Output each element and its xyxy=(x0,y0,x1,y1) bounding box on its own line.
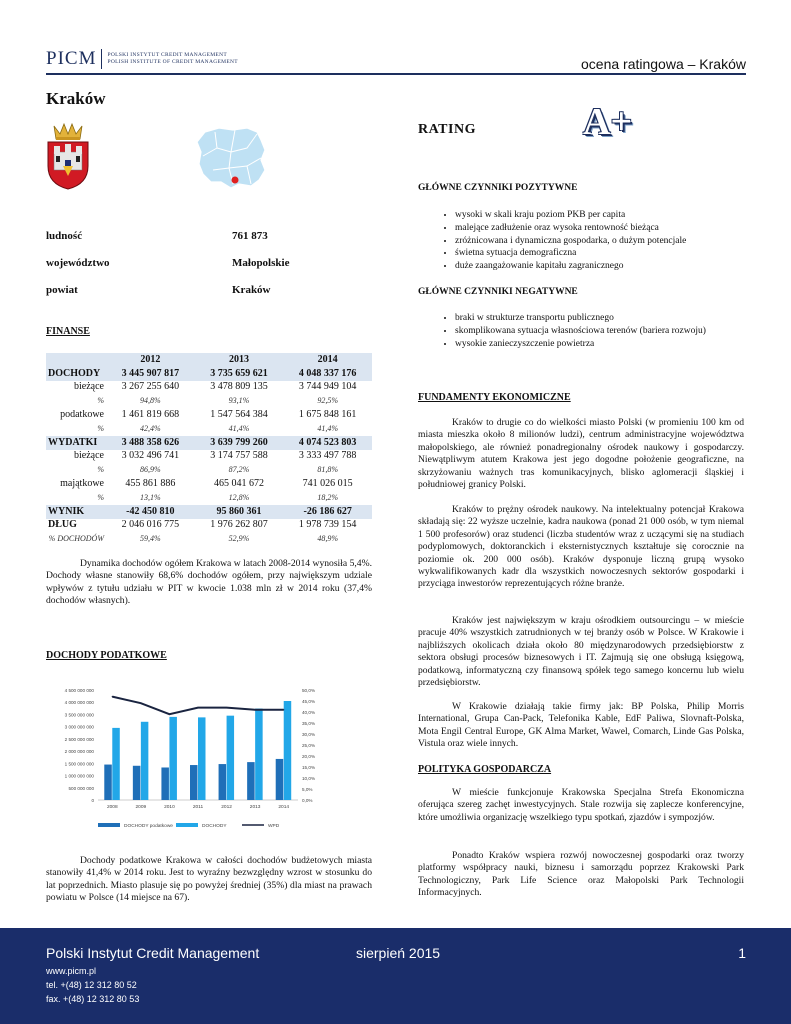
row-label: DOCHODY xyxy=(46,367,106,381)
table-row xyxy=(46,422,372,436)
table-cell: 465 041 672 xyxy=(213,478,264,490)
row-label: WYNIK xyxy=(46,505,106,519)
y-left-tick-label: 2 500 000 000 xyxy=(64,736,94,742)
footer-date: sierpień 2015 xyxy=(356,945,441,961)
bar-total-income xyxy=(169,717,177,800)
table-cell: 1 547 564 384 xyxy=(210,409,268,421)
table-header-year: 2013 xyxy=(195,353,284,367)
table-cell: 41,4% xyxy=(317,423,338,433)
negatives-heading: GŁÓWNE CZYNNIKI NEGATYWNE xyxy=(418,287,578,297)
list-item: • malejące zadłużenie oraz wysoka rentowność bieżąca xyxy=(455,222,686,235)
table-cell: 87,2% xyxy=(228,465,250,475)
line-point xyxy=(112,696,113,697)
table-cell: 3 333 497 788 xyxy=(298,450,357,462)
logo-text xyxy=(107,52,237,66)
list-item: • świetna sytuacja demograficzna xyxy=(455,247,686,260)
y-right-tick-label: 5,0% xyxy=(302,787,313,792)
list-item: • wysoki w skali kraju poziom PKB per capita xyxy=(455,209,686,222)
line-point xyxy=(140,703,141,704)
table-row xyxy=(46,532,372,546)
county-value: Kraków xyxy=(232,284,271,296)
bar-total-income xyxy=(255,709,263,800)
table-cell: 455 861 886 xyxy=(125,478,176,490)
table-cell: 2 046 016 775 xyxy=(121,519,180,531)
bar-tax-income xyxy=(104,765,112,800)
y-left-tick-label: 4 500 000 000 xyxy=(64,688,94,693)
coat-of-arms-icon xyxy=(46,122,90,190)
policy-heading: POLITYKA GOSPODARCZA xyxy=(418,764,552,775)
rating-label: RATING xyxy=(418,122,476,137)
voivodeship-label: województwo xyxy=(46,257,110,269)
footer-organization: Polski Instytut Credit Management xyxy=(46,945,260,961)
y-left-tick-label: 1 000 000 000 xyxy=(64,773,94,779)
row-label: % xyxy=(97,423,104,433)
poland-map-icon xyxy=(195,126,269,190)
x-tick-label: 2012 xyxy=(221,805,232,810)
row-label: % xyxy=(97,396,104,406)
legend-swatch xyxy=(98,823,120,827)
page-footer xyxy=(0,928,791,1024)
y-right-tick-label: 15,0% xyxy=(302,765,316,770)
positives-heading: GŁÓWNE CZYNNIKI POZYTYWNE xyxy=(418,183,578,193)
table-cell: 59,4% xyxy=(139,534,161,544)
rating-value: A+ xyxy=(583,101,633,143)
line-point xyxy=(197,707,198,708)
bar-total-income xyxy=(141,722,149,800)
y-right-tick-label: 45,0% xyxy=(302,699,316,704)
negatives-list xyxy=(430,312,706,350)
table-cell: 4 074 523 803 xyxy=(283,436,372,450)
finance-table-body xyxy=(46,367,372,546)
table-cell: 12,8% xyxy=(228,492,250,502)
table-cell: 94,8% xyxy=(139,396,161,406)
row-label: % xyxy=(97,492,104,502)
table-cell: 3 488 358 626 xyxy=(106,436,195,450)
table-row xyxy=(46,477,372,491)
x-tick-label: 2009 xyxy=(135,805,147,810)
finance-table xyxy=(46,353,372,546)
y-left-tick-label: 500 000 000 xyxy=(68,785,94,791)
list-item: • duże zaangażowanie kapitału zagranicznego xyxy=(455,260,686,273)
table-header-year: 2014 xyxy=(283,353,372,367)
table-cell: 41,4% xyxy=(228,423,250,433)
row-label: DŁUG xyxy=(48,519,77,531)
table-cell: 741 026 015 xyxy=(302,478,353,490)
table-header-empty xyxy=(46,353,106,367)
x-tick-label: 2008 xyxy=(106,805,118,810)
row-label: bieżące xyxy=(74,450,104,462)
population-value: 761 873 xyxy=(232,230,268,242)
bar-total-income xyxy=(284,701,292,800)
page-number: 1 xyxy=(738,945,746,961)
positives-list xyxy=(430,209,686,273)
table-cell: 93,1% xyxy=(228,396,250,406)
row-label: podatkowe xyxy=(60,409,104,421)
table-cell: 92,5% xyxy=(317,396,338,406)
policy-paragraph-2: Ponadto Kraków wspiera rozwój nowoczesnej gospodarki oraz tworzy platformy współpracy nauki, biznesu i samorządu poprzez Krakowski Park Technologiczny, Park Life Science oraz Małopolski Park Technologii Informacyjnych. xyxy=(418,850,744,899)
table-cell: 48,9% xyxy=(317,534,338,544)
footer-phone: tel. +(48) 12 312 80 52 xyxy=(46,980,137,990)
list-item: • wysokie zanieczyszczenie powietrza xyxy=(455,338,706,351)
table-cell: 52,9% xyxy=(228,534,250,544)
row-label: % xyxy=(97,465,104,475)
fundamentals-paragraph-2: Kraków to prężny ośrodek naukowy. Na intelektualny potencjał Krakowa składają się: 22 wyższe uczelnie, kadra naukowa (ponad 21 000 osób, w tym niemal 1 500 profesorów) oraz studenci (liczba studentów wraz z uczącymi się na studiach podyplomowych, doktoranckich i eksternistycznych kształtuje się corocznie na poziomie ok. 200 000 osób). Kraków dysponuje liczną grupą wysoko wykwalifikowanych kadr dla wszystkich nowoczesnych sektorów gospodarki i przyciąga inwestorów reprezentujących różne branże. xyxy=(418,504,744,590)
fundamentals-paragraph-1: Kraków to drugie co do wielkości miasto Polski (w promieniu 100 km od miasta mieszka około 8 milionów ludzi), centrum administracyjne województwa małopolskiego, ale również ponadregionalny ośrodek naukowy i gospodarczy. Niewątpliwym atutem Krakowa jest jego dogodne położenie geograficzne, na skrzyżowaniu ważnych tras komunikacyjnych, blisko aglomeracji śląskiej i południowej granicy Polski. xyxy=(418,417,744,491)
x-tick-label: 2011 xyxy=(192,805,204,810)
y-right-tick-label: 20,0% xyxy=(302,754,316,759)
bar-tax-income xyxy=(219,764,227,800)
table-cell: 4 048 337 176 xyxy=(283,367,372,381)
table-row xyxy=(46,450,372,464)
city-title: Kraków xyxy=(46,89,106,108)
table-cell: -42 450 810 xyxy=(106,505,195,519)
table-cell: 1 461 819 668 xyxy=(121,409,180,421)
y-right-tick-label: 25,0% xyxy=(302,743,316,748)
tax-income-heading: DOCHODY PODATKOWE xyxy=(46,650,167,661)
table-row xyxy=(46,408,372,422)
line-point xyxy=(283,709,284,710)
row-label: % DOCHODÓW xyxy=(48,534,104,544)
table-row xyxy=(46,436,372,450)
y-right-tick-label: 40,0% xyxy=(302,710,316,715)
legend-label: DOCHODY xyxy=(202,824,227,829)
line-point xyxy=(255,709,256,710)
legend-swatch xyxy=(176,823,198,827)
fundamentals-paragraph-3: Kraków jest największym w kraju ośrodkiem outsourcingu – w mieście pracuje 40% wszystkich zatrudnionych w tej branży osób w Polsce. W Krakowie i najbliższych okolicach działa około 80 międzynarodowych przedsiębiorstw z sektora obsługi procesów biznesowych i IT. Zajmują się one obsługą księgową, podatkową, informatyczną czy finansową spółek tego samego koncernu lub wielu przedsiębiorstw. xyxy=(418,615,744,689)
city-marker xyxy=(232,177,239,184)
table-cell: 1 976 262 807 xyxy=(210,519,268,531)
bar-tax-income xyxy=(276,759,284,800)
bar-total-income xyxy=(227,716,235,800)
table-header-year: 2012 xyxy=(106,353,195,367)
bar-tax-income xyxy=(161,767,169,800)
table-cell: 3 174 757 588 xyxy=(210,450,268,462)
population-label: ludność xyxy=(46,230,83,242)
logo-mark: PICM xyxy=(46,48,97,69)
table-cell: 3 478 809 135 xyxy=(210,381,268,393)
line-point xyxy=(226,707,227,708)
table-header-row xyxy=(46,353,372,367)
table-cell: 13,1% xyxy=(139,492,161,502)
y-right-tick-label: 0,0% xyxy=(302,798,313,803)
picm-logo xyxy=(46,48,238,70)
bar-total-income xyxy=(198,717,206,800)
bar-total-income xyxy=(112,728,120,800)
y-left-tick-label: 0 xyxy=(91,798,94,803)
finance-heading: FINANSE xyxy=(46,326,90,337)
table-cell: 3 032 496 741 xyxy=(121,450,180,462)
table-cell: 1 675 848 161 xyxy=(298,409,357,421)
fundamentals-paragraph-4: W Krakowie działają takie firmy jak: BP Polska, Philip Morris International, Grupa Can-Pack, Telefonika Kable, EdF Paliwa, Slovnaft-Polska, Mota Engil Central Europe, GK Alma Market, Wawel, Comarch, Linde Gas Polska, Vistula oraz wiele innych. xyxy=(418,701,744,750)
row-label: majątkowe xyxy=(60,478,104,490)
table-cell: -26 186 627 xyxy=(283,505,372,519)
table-row xyxy=(46,505,372,519)
line-point xyxy=(169,714,170,715)
y-left-tick-label: 3 500 000 000 xyxy=(64,712,94,718)
header-rule xyxy=(46,73,746,75)
document-subtitle: ocena ratingowa – Kraków xyxy=(581,56,746,72)
finance-paragraph: Dynamika dochodów ogółem Krakowa w latach 2008-2014 wynosiła 5,4%. Dochody własne stanowiły 68,6% dochodów ogółem, przy największym udziale wpływów z tytułu udziału w PIT w kwocie 1.038 mln zł w 2014 roku (37,4% dochodów własnych). xyxy=(46,558,372,607)
y-right-tick-label: 30,0% xyxy=(302,732,316,737)
table-row xyxy=(46,381,372,395)
list-item: • zróżnicowana i dynamiczna gospodarka, o dużym potencjale xyxy=(455,235,686,248)
y-right-tick-label: 50,0% xyxy=(302,688,316,693)
bar-tax-income xyxy=(133,766,141,800)
y-left-tick-label: 4 000 000 000 xyxy=(64,700,94,706)
x-tick-label: 2013 xyxy=(249,805,261,810)
y-left-tick-label: 2 000 000 000 xyxy=(64,749,94,755)
table-cell: 81,8% xyxy=(317,465,338,475)
table-cell: 3 735 659 621 xyxy=(195,367,284,381)
table-cell: 3 639 799 260 xyxy=(195,436,284,450)
row-label: WYDATKI xyxy=(46,436,106,450)
logo-separator xyxy=(101,49,102,69)
table-row xyxy=(46,394,372,408)
y-right-tick-label: 10,0% xyxy=(302,776,316,781)
y-right-tick-label: 35,0% xyxy=(302,721,316,726)
y-left-tick-label: 3 000 000 000 xyxy=(64,724,94,730)
list-item: • skomplikowana sytuacja własnościowa terenów (bariera rozwoju) xyxy=(455,325,706,338)
table-cell: 3 267 255 640 xyxy=(121,381,180,393)
table-cell: 3 445 907 817 xyxy=(106,367,195,381)
legend-label: WPD xyxy=(268,824,280,829)
logo-line-1: POLSKI INSTYTUT CREDIT MANAGEMENT xyxy=(107,52,228,58)
list-item: • braki w strukturze transportu publicznego xyxy=(455,312,706,325)
county-label: powiat xyxy=(46,284,78,296)
footer-fax: fax. +(48) 12 312 80 53 xyxy=(46,994,140,1004)
table-cell: 42,4% xyxy=(139,423,161,433)
tax-income-chart xyxy=(46,680,336,830)
table-row xyxy=(46,491,372,505)
footer-website[interactable]: www.picm.pl xyxy=(46,966,97,976)
table-row xyxy=(46,463,372,477)
voivodeship-value: Małopolskie xyxy=(232,257,290,269)
bar-tax-income xyxy=(190,765,198,800)
tax-income-paragraph: Dochody podatkowe Krakowa w całości dochodów budżetowych miasta stanowiły 41,4% w 2014 roku. Jest to wyraźny bezwzględny wzrost w stosunku do lat poprzednich. Miasto plasuje się po powyżej średniej (35%) dla miast na prawach powiatu w Polsce (14 miejsce na 67). xyxy=(46,855,372,904)
fundamentals-heading: FUNDAMENTY EKONOMICZNE xyxy=(418,392,571,403)
table-row xyxy=(46,367,372,381)
table-row xyxy=(46,519,372,533)
policy-paragraph-1: W mieście funkcjonuje Krakowska Specjalna Strefa Ekonomiczna oferująca szereg zachęt inwestycyjnych. Stale rozwija się zaplecze konferencyjne, które umożliwia organizację wszelkiego typu spotkań, zjazdów i sympozjów. xyxy=(418,787,744,823)
table-cell: 3 744 949 104 xyxy=(298,381,357,393)
table-cell: 95 860 361 xyxy=(195,505,284,519)
row-label: bieżące xyxy=(74,381,104,393)
bar-tax-income xyxy=(247,762,255,800)
table-cell: 86,9% xyxy=(139,465,161,475)
y-left-tick-label: 1 500 000 000 xyxy=(64,761,94,767)
legend-label: DOCHODY podatkowe xyxy=(124,824,173,829)
table-cell: 1 978 739 154 xyxy=(298,519,357,531)
logo-line-2: POLISH INSTITUTE OF CREDIT MANAGEMENT xyxy=(107,59,238,65)
x-tick-label: 2014 xyxy=(278,805,290,810)
table-cell: 18,2% xyxy=(317,492,338,502)
x-tick-label: 2010 xyxy=(164,805,175,810)
